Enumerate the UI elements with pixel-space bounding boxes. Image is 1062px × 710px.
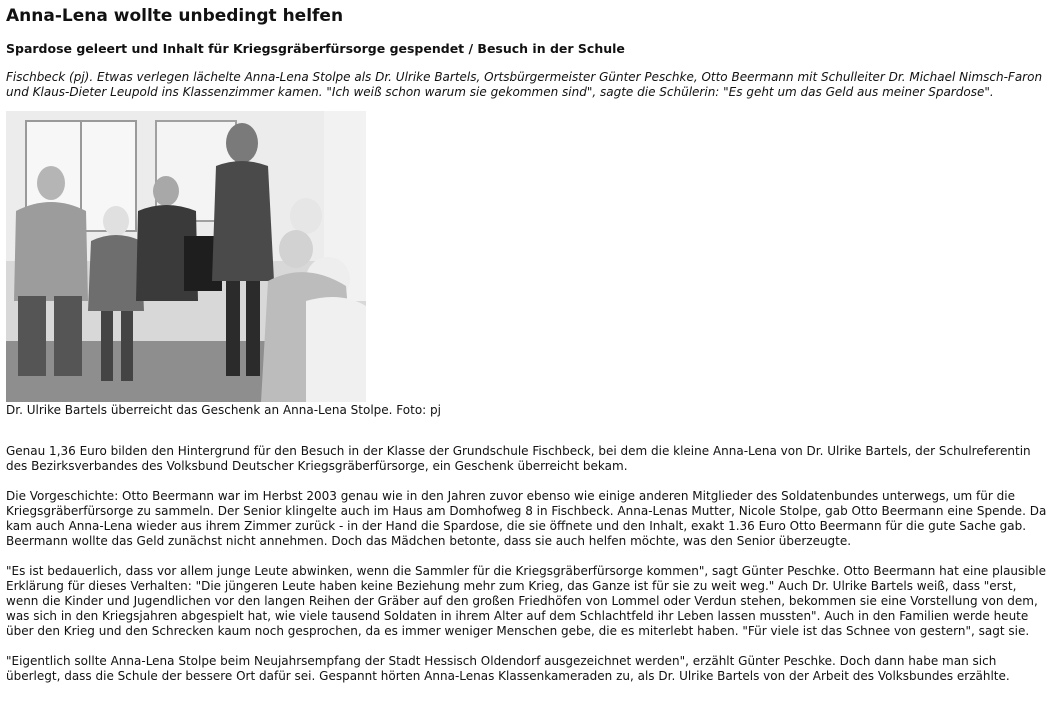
article-paragraph: "Es ist bedauerlich, dass vor allem junge Leute abwinken, wenn die Sammler für die Kriegsgräberfürsorge kommen", sagt Günter Peschke. Otto Beermann hat eine plausible Erklärung für dieses Verhalten: "Die jüngeren Leute haben keine Beziehung mehr zum Krieg, das Ganze ist für sie zu weit weg." Auch Dr. Ulrike Bartels weiß, dass "erst, wenn die Kinder und Jugendlichen vor den langen Reihen der Gräber auf den großen Friedhöfen von Lommel oder Verdun stehen, bekommen sie eine Vorstellung von dem, was sich in den Kriegsjahren abgespielt hat, wie viele tausend Soldaten in ihrem Alter auf dem Schlachtfeld ihr Leben lassen mussten". Auch in den Familien werde heute über den Krieg und den Schrecken kaum noch gesprochen, da es immer weniger Menschen gebe, die es miterlebt haben. "Für viele ist das Schnee von gestern", sagt sie. xyxy=(6,564,1046,638)
article-body xyxy=(6,444,1056,684)
article-lead: Fischbeck (pj). Etwas verlegen lächelte Anna-Lena Stolpe als Dr. Ulrike Bartels, Ortsbürgermeister Günter Peschke, Otto Beermann mit Schulleiter Dr. Michael Nimsch-Faron und Klaus-Dieter Leupold ins Klassenzimmer kamen. "Ich weiß schon warum sie gekommen sind", sagte die Schülerin: "Es geht um das Geld aus meiner Spardose". xyxy=(6,70,1043,99)
photo-caption: Dr. Ulrike Bartels überreicht das Geschenk an Anna-Lena Stolpe. Foto: pj xyxy=(6,403,441,417)
article-headline: Anna-Lena wollte unbedingt helfen xyxy=(6,6,344,26)
article-paragraph: Die Vorgeschichte: Otto Beermann war im Herbst 2003 genau wie in den Jahren zuvor ebenso wie einige anderen Mitglieder des Soldatenbundes unterwegs, um für die Kriegsgräberfürsorge zu sammeln. Der Senior klingelte auch im Haus am Domhofweg 8 in Fischbeck. Anna-Lenas Mutter, Nicole Stolpe, gab Otto Beermann eine Spende. Da kam auch Anna-Lena wieder aus ihrem Zimmer zurück - in der Hand die Spardose, die sie öffnete und den Inhalt, exakt 1.36 Euro Otto Beermann für die gute Sache gab. Beermann wollte das Geld zunächst nicht annehmen. Doch das Mädchen betonte, dass sie auch helfen möchte, was den Senior überzeugte. xyxy=(6,489,1047,548)
article-paragraph: Genau 1,36 Euro bilden den Hintergrund für den Besuch in der Klasse der Grundschule Fischbeck, bei dem die kleine Anna-Lena von Dr. Ulrike Bartels, der Schulreferentin des Bezirksverbandes des Volksbund Deutscher Kriegsgräberfürsorge, ein Geschenk überreicht bekam. xyxy=(6,444,1031,473)
article-paragraph: "Eigentlich sollte Anna-Lena Stolpe beim Neujahrsempfang der Stadt Hessisch Oldendorf ausgezeichnet werden", erzählt Günter Peschke. Doch dann habe man sich überlegt, dass die Schule der bessere Ort dafür sei. Gespannt hörten Anna-Lenas Klassenkameraden zu, als Dr. Ulrike Bartels von der Arbeit des Volksbundes erzählte. xyxy=(6,654,1010,683)
article-photo xyxy=(6,111,366,402)
article-subheadline: Spardose geleert und Inhalt für Kriegsgräberfürsorge gespendet / Besuch in der Schule xyxy=(6,41,625,56)
classroom-photo-illustration xyxy=(6,111,366,402)
